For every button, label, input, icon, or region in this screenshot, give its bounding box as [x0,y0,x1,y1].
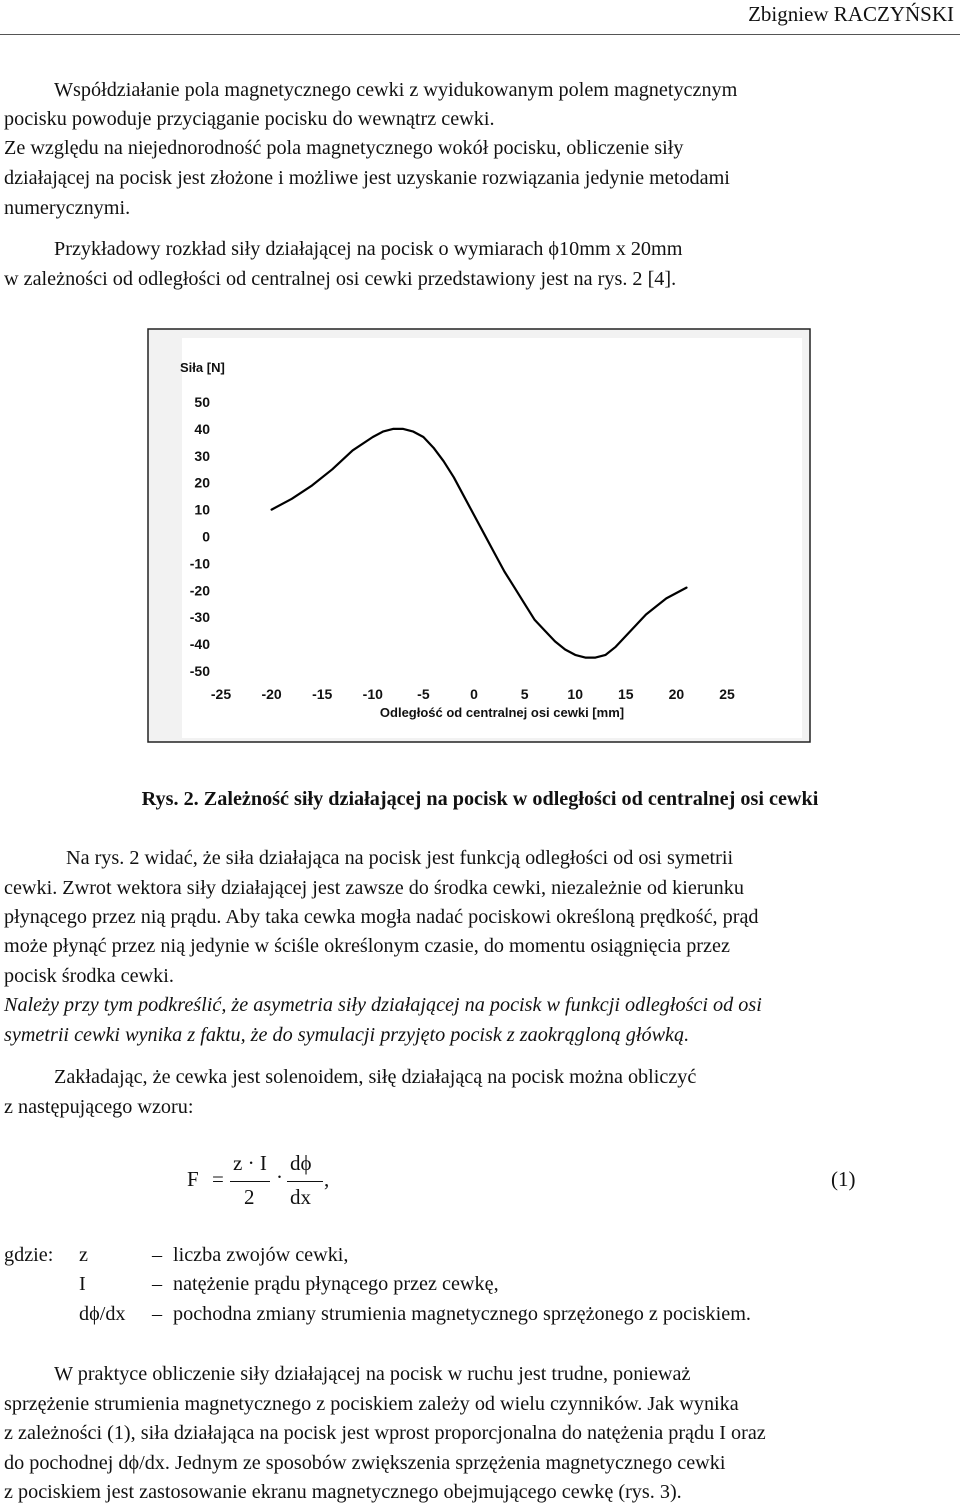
paragraph-line: z następującego wzoru: [4,1096,194,1118]
paragraph-line: Należy przy tym podkreślić, że asymetria siły działającej na pocisk w funkcji odległości od osi [4,994,762,1016]
definition-symbol: dϕ/dx [79,1303,126,1325]
paragraph-line: Przykładowy rozkład siły działającej na pocisk o wymiarach ϕ10mm x 20mm [54,238,683,260]
paragraph-line: z pociskiem jest zastosowanie ekranu magnetycznego obejmującego cewkę (rys. 3). [4,1481,682,1503]
paragraph-line: Na rys. 2 widać, że siła działająca na pocisk jest funkcją odległości od osi symetrii [66,847,734,869]
y-tick-label: 40 [194,420,210,437]
paragraph-line: W praktyce obliczenie siły działającej na pocisk w ruchu jest trudne, ponieważ [54,1363,691,1385]
paragraph-line: pocisku powoduje przyciąganie pocisku do wewnątrz cewki. [4,108,495,130]
y-tick-label: 50 [194,394,210,410]
fraction-bar-2 [287,1181,323,1182]
x-tick-label: 0 [470,686,478,702]
paragraph-line: sprzężenie strumienia magnetycznego z pociskiem zależy od wielu czynników. Jak wynika [4,1393,739,1415]
formula-comma: , [324,1167,330,1191]
formula-number: (1) [831,1167,856,1191]
page-header-author: Zbigniew RACZYŃSKI [748,2,954,26]
paragraph-line: płynącego przez nią prądu. Aby taka cewka mogła nadać pociskowi określoną prędkość, prąd [4,906,759,928]
formula-denominator-1: 2 [244,1185,255,1209]
definitions-lead: gdzie: [4,1244,54,1266]
paragraph-line: numerycznymi. [4,197,131,219]
paragraph-line: cewki. Zwrot wektora siły działającej jest zawsze do środka cewki, niezależnie od kierunku [4,877,744,899]
figure-caption: Rys. 2. Zależność siły działającej na pocisk w odległości od centralnej osi cewki [141,788,819,810]
x-tick-label: -25 [210,686,232,702]
formula-1 [0,1148,960,1228]
y-tick-label: -20 [189,582,210,599]
definition-text: pochodna zmiany strumienia magnetycznego sprzężonego z pociskiem. [173,1303,751,1325]
formula-denominator-2: dx [290,1185,311,1209]
y-tick-label: 30 [194,447,210,464]
paragraph-line: symetrii cewki wynika z faktu, że do symulacji przyjęto pocisk z zaokrągloną główką. [4,1024,690,1046]
x-axis-label: Odległość od centralnej osi cewki [mm] [379,705,625,720]
paragraph-line: z zależności (1), siła działająca na pocisk jest wprost proporcjonalna do natężenia prądu I oraz [4,1422,766,1444]
figure-force-chart [147,328,811,743]
paragraph-line: do pochodnej dϕ/dx. Jednym ze sposobów zwiększenia sprzężenia magnetycznego cewki [4,1452,726,1474]
x-tick-label: 20 [668,686,685,702]
y-axis-label: Siła [N] [180,360,225,375]
x-tick-label: -10 [362,686,383,702]
y-tick-label: 0 [202,528,210,545]
paragraph-line: Ze względu na niejednorodność pola magnetycznego wokół pocisku, obliczenie siły [4,137,684,159]
definition-dash: – [152,1303,163,1325]
x-tick-label: -15 [312,686,333,702]
x-tick-label: 5 [520,686,529,702]
y-tick-label: 10 [194,501,210,518]
formula-lhs: F [187,1167,199,1191]
paragraph-line: w zależności od odległości od centralnej osi cewki przedstawiony jest na rys. 2 [4]. [4,268,677,290]
formula-dot: · [276,1165,283,1189]
definition-dash: – [152,1273,163,1295]
definition-text: liczba zwojów cewki, [173,1244,349,1266]
definition-symbol: z [79,1244,88,1266]
definition-dash: – [152,1244,163,1266]
definition-symbol: I [79,1273,86,1295]
paragraph-line: Zakładając, że cewka jest solenoidem, siłę działającą na pocisk można obliczyć [54,1066,697,1088]
y-tick-label: 20 [194,474,210,491]
x-tick-label: -5 [417,686,430,702]
y-tick-label: -30 [189,609,210,626]
paragraph-line: Współdziałanie pola magnetycznego cewki z wyidukowanym polem magnetycznym [54,79,738,101]
y-tick-label: -50 [189,663,210,679]
y-tick-label: -10 [189,555,210,572]
x-tick-label: 10 [567,686,583,702]
paragraph-line: pocisk środka cewki. [4,965,174,987]
definition-text: natężenie prądu płynącego przez cewkę, [173,1273,499,1295]
paragraph-line: może płynąć przez nią jedynie w ściśle określonym czasie, do momentu osiągnięcia przez [4,935,730,957]
x-tick-label: 25 [719,686,735,702]
x-tick-label: -20 [261,686,282,702]
chart-svg [147,328,811,743]
y-tick-label: -40 [189,636,210,653]
formula-equals: = [212,1167,224,1191]
header-rule [0,34,960,35]
paragraph-line: działającej na pocisk jest złożone i możliwe jest uzyskanie rozwiązania jedynie metodami [4,167,730,189]
chart-plot-area [182,338,802,738]
formula-numerator-2: dϕ [290,1151,312,1175]
x-tick-label: 15 [618,686,634,702]
fraction-bar-1 [230,1181,270,1182]
formula-numerator-1: z · I [233,1151,267,1175]
